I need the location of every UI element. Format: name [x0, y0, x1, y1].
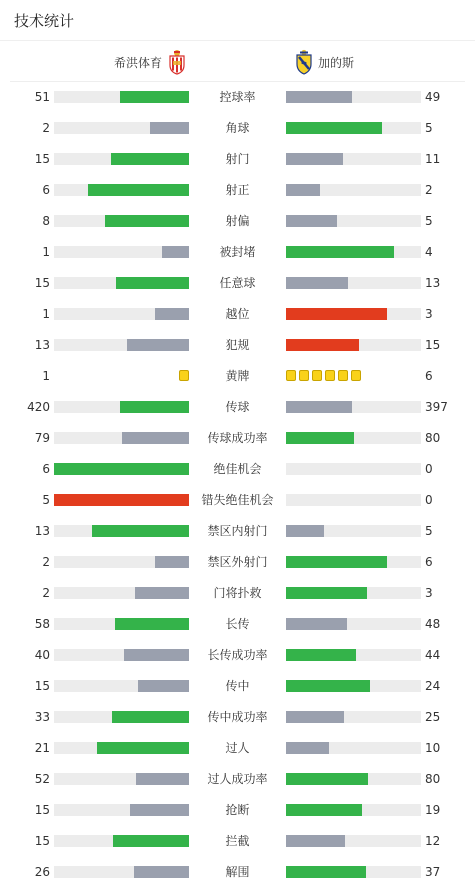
stat-label: 射正: [225, 183, 250, 197]
stat-label: 过人成功率: [207, 772, 268, 786]
away-bar-track: [286, 153, 421, 165]
stat-row: [0, 115, 475, 146]
stat-row: [0, 425, 475, 456]
away-bar-fill: [286, 742, 329, 754]
home-bar-fill: [127, 339, 189, 351]
stat-label: 黄牌: [225, 369, 250, 383]
away-bar-track: [286, 308, 421, 320]
home-value: 6: [42, 183, 50, 197]
home-value: 2: [42, 586, 50, 600]
yellow-card-icon: [299, 370, 309, 381]
home-bar-track: [54, 618, 189, 630]
yellow-card-icon: [179, 370, 189, 381]
away-bar-track: [286, 339, 421, 351]
stat-row: [0, 394, 475, 425]
away-bar-track: [286, 91, 421, 103]
home-value: 15: [34, 276, 50, 290]
teams-divider: [10, 81, 465, 82]
away-team[interactable]: [296, 48, 354, 76]
away-bar-track: [286, 215, 421, 227]
home-bar-track: [54, 184, 189, 196]
stat-label: 长传: [225, 617, 250, 631]
stat-label: 被封堵: [219, 245, 256, 259]
home-bar-track: [54, 401, 189, 413]
stat-label: 控球率: [219, 90, 256, 104]
away-bar-track: [286, 711, 421, 723]
home-bar-track: [54, 773, 189, 785]
home-bar-fill: [54, 463, 189, 475]
away-bar-fill: [286, 308, 387, 320]
stat-row: [0, 487, 475, 518]
away-bar-fill: [286, 773, 368, 785]
yellow-card-icon: [338, 370, 348, 381]
away-bar-fill: [286, 277, 348, 289]
home-team-name: 希洪体育: [113, 55, 162, 70]
away-value: 3: [425, 586, 433, 600]
home-bar-fill: [124, 649, 189, 661]
away-bar-fill: [286, 680, 370, 692]
home-bar-fill: [105, 215, 189, 227]
away-bar-track: [286, 618, 421, 630]
away-bar-fill: [286, 246, 394, 258]
stat-row: [0, 766, 475, 797]
away-bar-track: [286, 587, 421, 599]
away-bar-fill: [286, 401, 352, 413]
stat-row: [0, 580, 475, 611]
away-value: 80: [425, 431, 441, 445]
home-bar-fill: [111, 153, 189, 165]
home-value: 6: [42, 462, 50, 476]
away-bar-track: [286, 525, 421, 537]
home-bar-fill: [135, 587, 189, 599]
away-bar-fill: [286, 587, 367, 599]
away-bar-fill: [286, 835, 345, 847]
stat-row: [0, 735, 475, 766]
home-bar-fill: [112, 711, 189, 723]
yellow-card-icon: [351, 370, 361, 381]
home-bar-track: [54, 556, 189, 568]
home-bar-fill: [134, 866, 189, 878]
home-value: 51: [34, 90, 50, 104]
away-bar-track: [286, 463, 421, 475]
away-value: 80: [425, 772, 441, 786]
yellow-card-icon: [325, 370, 335, 381]
away-bar-track: [286, 773, 421, 785]
away-bar-fill: [286, 711, 344, 723]
stat-row: [0, 270, 475, 301]
away-bar-track: [286, 556, 421, 568]
home-bar-track: [54, 866, 189, 878]
home-value: 2: [42, 121, 50, 135]
home-value: 1: [42, 369, 50, 383]
stat-label: 越位: [225, 307, 250, 321]
stat-label: 过人: [225, 741, 250, 755]
home-bar-fill: [115, 618, 189, 630]
away-value: 25: [425, 710, 441, 724]
home-bar-track: [54, 525, 189, 537]
stats-list: [0, 84, 475, 890]
stat-row: [0, 208, 475, 239]
away-value: 10: [425, 741, 441, 755]
home-value: 1: [42, 307, 50, 321]
away-bar-track: [286, 432, 421, 444]
stat-label: 禁区外射门: [207, 555, 268, 569]
away-bar-track: [286, 680, 421, 692]
home-bar-fill: [92, 525, 189, 537]
home-value: 8: [42, 214, 50, 228]
away-bar-track: [286, 122, 421, 134]
away-value: 5: [425, 121, 433, 135]
home-bar-track: [54, 463, 189, 475]
teams-header: [0, 48, 475, 76]
home-value: 1: [42, 245, 50, 259]
stat-label: 绝佳机会: [213, 462, 262, 476]
home-bar-fill: [88, 184, 189, 196]
stat-row: [0, 642, 475, 673]
away-bar-fill: [286, 122, 382, 134]
away-bar-track: [286, 277, 421, 289]
home-bar-track: [54, 711, 189, 723]
home-bar-fill: [162, 246, 189, 258]
away-bar-fill: [286, 339, 359, 351]
home-bar-track: [54, 432, 189, 444]
away-value: 37: [425, 865, 441, 879]
home-bar-track: [54, 91, 189, 103]
away-bar-fill: [286, 556, 387, 568]
home-bar-fill: [130, 804, 189, 816]
home-bar-fill: [54, 494, 189, 506]
stat-label: 传中成功率: [207, 710, 268, 724]
stat-label: 禁区内射门: [207, 524, 268, 538]
away-value: 11: [425, 152, 441, 166]
stat-label: 角球: [225, 121, 250, 135]
away-bar-fill: [286, 184, 320, 196]
away-bar-track: [286, 835, 421, 847]
away-value: 397: [425, 400, 448, 414]
away-value: 12: [425, 834, 441, 848]
yellow-card-icon: [286, 370, 296, 381]
stat-row: [0, 704, 475, 735]
home-value: 40: [34, 648, 50, 662]
home-bar-fill: [116, 277, 189, 289]
away-value: 6: [425, 369, 433, 383]
home-value: 5: [42, 493, 50, 507]
stat-row: [0, 549, 475, 580]
stat-row: [0, 239, 475, 270]
home-value: 79: [34, 431, 50, 445]
stat-row: [0, 301, 475, 332]
home-bar-fill: [120, 401, 189, 413]
home-bar-track: [54, 308, 189, 320]
home-value: 15: [34, 679, 50, 693]
home-value: 2: [42, 555, 50, 569]
away-value: 44: [425, 648, 441, 662]
stat-row: [0, 797, 475, 828]
home-value: 15: [34, 803, 50, 817]
stat-row: [0, 518, 475, 549]
stat-label: 射门: [225, 152, 250, 166]
home-bar-track: [54, 277, 189, 289]
page-title: 技术统计: [14, 12, 75, 30]
stat-label: 长传成功率: [207, 648, 268, 662]
home-value: 52: [34, 772, 50, 786]
away-bar-fill: [286, 618, 347, 630]
home-bar-track: [54, 153, 189, 165]
home-team[interactable]: [114, 48, 185, 76]
away-bar-fill: [286, 215, 337, 227]
stat-row: [0, 363, 475, 394]
home-value: 13: [34, 338, 50, 352]
away-bar-track: [286, 401, 421, 413]
home-bar-track: [54, 649, 189, 661]
away-team-name: 加的斯: [318, 55, 355, 70]
home-bar-track: [54, 804, 189, 816]
away-bar-track: [286, 494, 421, 506]
stat-label: 射偏: [225, 214, 250, 228]
sporting-gijon-crest-icon: [169, 49, 185, 75]
away-value: 24: [425, 679, 441, 693]
home-value: 58: [34, 617, 50, 631]
away-value: 6: [425, 555, 433, 569]
stat-label: 传球成功率: [207, 431, 268, 445]
home-bar-fill: [138, 680, 189, 692]
stat-label: 解围: [225, 865, 250, 879]
home-bar-track: [54, 246, 189, 258]
header-divider: [0, 40, 475, 41]
home-bar-fill: [150, 122, 189, 134]
home-bar-fill: [97, 742, 189, 754]
home-bar-track: [54, 215, 189, 227]
away-value: 2: [425, 183, 433, 197]
stat-row: [0, 859, 475, 890]
stat-row: [0, 673, 475, 704]
home-bar-fill: [155, 556, 189, 568]
stat-label: 传球: [225, 400, 250, 414]
away-bar-track: [286, 246, 421, 258]
away-bar-fill: [286, 153, 343, 165]
away-bar-fill: [286, 525, 324, 537]
away-bar-fill: [286, 91, 352, 103]
home-bar-fill: [122, 432, 190, 444]
away-yellow-cards: [286, 370, 361, 381]
home-value: 420: [27, 400, 50, 414]
home-value: 15: [34, 834, 50, 848]
home-yellow-cards: [179, 370, 189, 381]
stat-row: [0, 332, 475, 363]
away-value: 5: [425, 524, 433, 538]
away-value: 0: [425, 493, 433, 507]
away-bar-track: [286, 649, 421, 661]
stat-row: [0, 456, 475, 487]
away-bar-fill: [286, 649, 356, 661]
home-bar-fill: [113, 835, 189, 847]
stat-label: 传中: [225, 679, 250, 693]
stat-label: 错失绝佳机会: [201, 493, 274, 507]
away-bar-fill: [286, 432, 354, 444]
home-bar-track: [54, 122, 189, 134]
away-value: 48: [425, 617, 441, 631]
stat-row: [0, 828, 475, 859]
home-bar-fill: [120, 91, 189, 103]
away-bar-track: [286, 184, 421, 196]
home-bar-track: [54, 494, 189, 506]
away-bar-fill: [286, 866, 366, 878]
away-bar-fill: [286, 804, 362, 816]
away-value: 3: [425, 307, 433, 321]
away-value: 13: [425, 276, 441, 290]
away-value: 49: [425, 90, 441, 104]
stat-label: 门将扑救: [213, 586, 262, 600]
away-bar-track: [286, 866, 421, 878]
home-bar-track: [54, 680, 189, 692]
home-bar-track: [54, 742, 189, 754]
cadiz-crest-icon: [296, 49, 312, 75]
stat-row: [0, 146, 475, 177]
away-bar-track: [286, 804, 421, 816]
home-bar-track: [54, 587, 189, 599]
home-bar-fill: [136, 773, 189, 785]
away-value: 19: [425, 803, 441, 817]
stat-row: [0, 611, 475, 642]
away-value: 4: [425, 245, 433, 259]
stat-label: 犯规: [225, 338, 250, 352]
away-value: 15: [425, 338, 441, 352]
stat-row: [0, 177, 475, 208]
stat-label: 抢断: [225, 803, 250, 817]
home-value: 15: [34, 152, 50, 166]
yellow-card-icon: [312, 370, 322, 381]
home-bar-track: [54, 339, 189, 351]
stat-label: 任意球: [219, 276, 256, 290]
away-value: 5: [425, 214, 433, 228]
home-bar-track: [54, 835, 189, 847]
stat-row: [0, 84, 475, 115]
away-value: 0: [425, 462, 433, 476]
home-value: 21: [34, 741, 50, 755]
away-bar-track: [286, 742, 421, 754]
stat-label: 拦截: [225, 834, 250, 848]
home-value: 26: [34, 865, 50, 879]
home-value: 13: [34, 524, 50, 538]
home-value: 33: [34, 710, 50, 724]
home-bar-fill: [155, 308, 189, 320]
